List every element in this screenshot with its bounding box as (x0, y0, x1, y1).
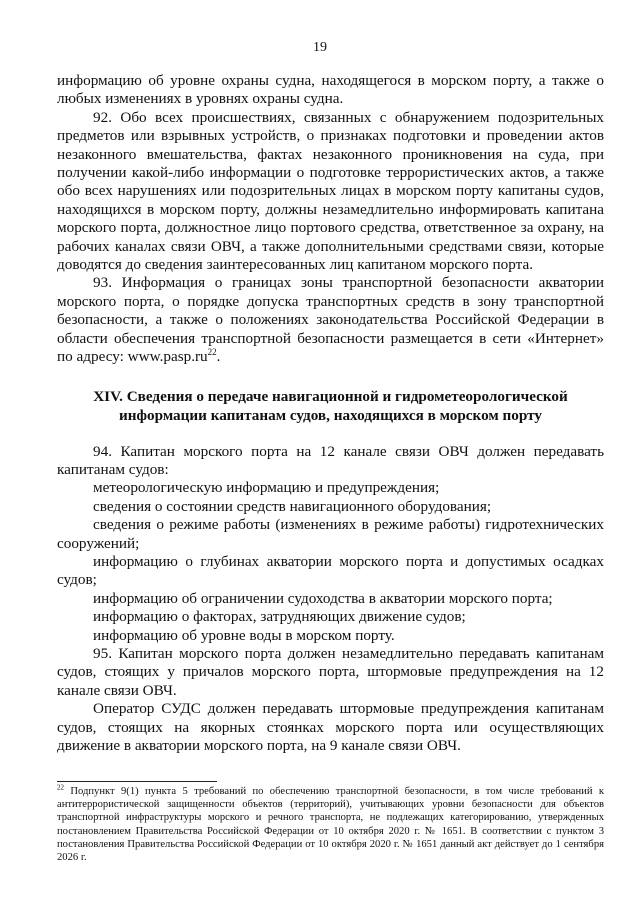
footnote-text: Подпункт 9(1) пункта 5 требований по обеспечению транспортной безопасности, в том числе требований к антитеррористической защищенности объектов (территорий), учитывающих уровни безопасности для объектов транспортной инфраструктуры морского и речного транспорта, не подлежащих категорированию, утвержденных постановлением Правительства Российской Федерации от 10 октября 2020 г. № 1651. В соответствии с пунктом 3 постановления Правительства Российской Федерации от 10 октября 2020 г. № 1651 данный акт действует до 1 сентября 2026 г. (57, 786, 604, 864)
paragraph-93 (57, 274, 604, 366)
paragraph-93-text: 93. Информация о границах зоны транспортной безопасности акватории морского порта, о порядке допуска транспортных средств в зону транспортной безопасности, а также о положениях законодательства Российской Федерации в области обеспечения транспортной безопасности размещается в сети «Интернет» по адресу: www.pasp.ru (57, 274, 604, 366)
list-item: информацию о факторах, затрудняющих движение судов; (93, 608, 466, 626)
footnote-reference[interactable]: 22 (207, 347, 217, 358)
paragraph-93-end: . (216, 348, 221, 366)
paragraph-92: 92. Обо всех происшествиях, связанных с обнаружением подозрительных предметов или взрывных устройств, о признаках подготовки и проведении актов незаконного вмешательства, фактах незаконного проникновения на суда, при получении какой-либо информации о подготовке террористических актов, а также обо всех нарушениях или подозрительных лицах в морском порту капитаны судов, находящихся в морском порту, должны незамедлительно информировать капитана морского порта, должностное лицо портового средства, ответственное за охрану, на рабочих каналах связи ОВЧ, а также дополнительными средствами связи, которые доводятся до сведения заинтересованных лиц капитаном морского порта. (57, 108, 604, 274)
paragraph-95: 95. Капитан морского порта должен незамедлительно передавать капитанам судов, стоящих у причалов морского порта, штормовые предупреждения на 12 канале связи ОВЧ. (57, 644, 604, 699)
footnote-divider (57, 781, 217, 782)
list-item: информацию об уровне воды в морском порту. (93, 626, 395, 644)
paragraph-continued: информацию об уровне охраны судна, находящегося в морском порту, а также о любых изменениях в уровнях охраны судна. (57, 72, 604, 108)
section-heading: XIV. Сведения о передаче навигационной и гидрометеорологической информации капитанам судов, находящихся в морском порту (93, 387, 568, 424)
page-number: 19 (313, 40, 327, 55)
list-item: сведения о состоянии средств навигационного оборудования; (93, 497, 492, 515)
paragraph-94: 94. Капитан морского порта на 12 канале связи ОВЧ должен передавать капитанам судов: (57, 442, 604, 478)
footnote (57, 785, 604, 864)
list-item: сведения о режиме работы (изменениях в режиме работы) гидротехнических сооружений; (57, 516, 604, 552)
footnote-number: 22 (57, 783, 64, 792)
list-item: информацию об ограничении судоходства в акватории морского порта; (93, 589, 553, 607)
paragraph-suds-operator: Оператор СУДС должен передавать штормовые предупреждения капитанам судов, стоящих на якорных стоянках морского порта или осуществляющих движение в акватории морского порта, на 9 канале связи ОВЧ. (57, 700, 604, 754)
list-item: метеорологическую информацию и предупреждения; (93, 479, 440, 497)
list-item: информацию о глубинах акватории морского порта и допустимых осадках судов; (57, 552, 604, 589)
document-body (57, 72, 604, 755)
